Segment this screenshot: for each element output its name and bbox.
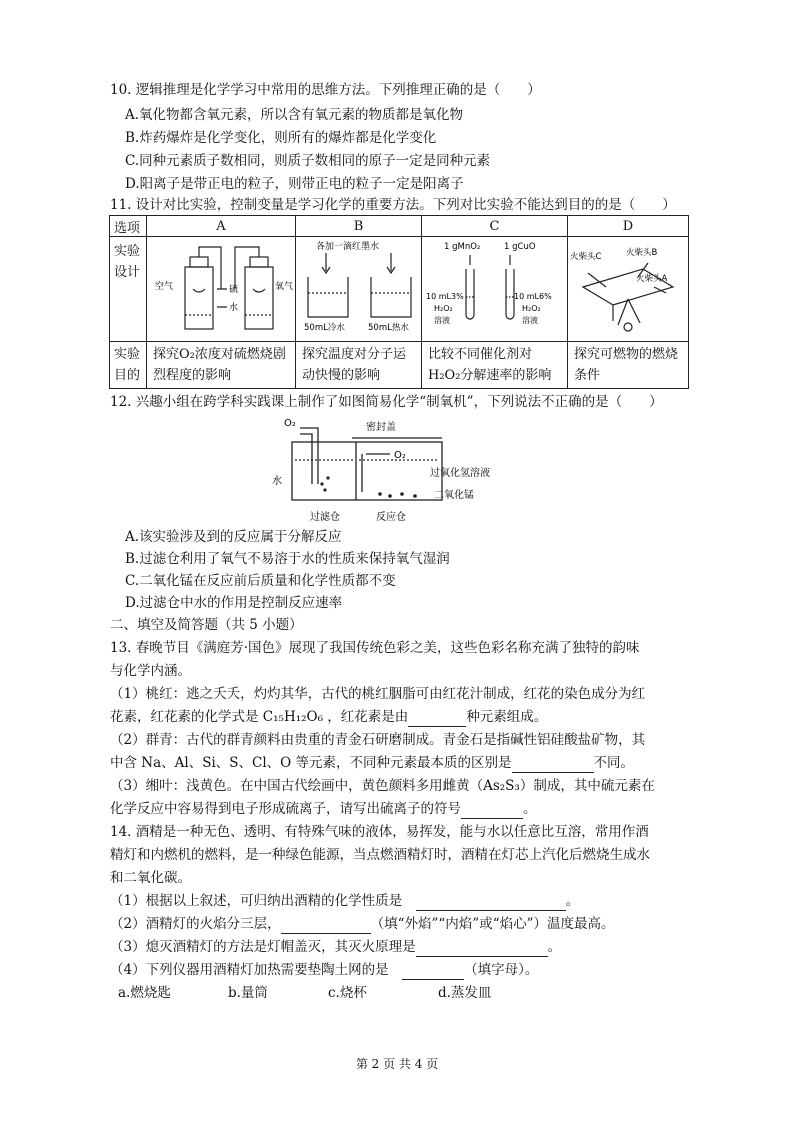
q13-part2-text: 中含 Na、Al、Si、S、Cl、O 等元素，不同种元素最本质的区别是 [110, 755, 512, 771]
q14-stem-line1: 14. 酒精是一种无色、透明、有特殊气味的液体，易挥发，能与水以任意比互溶，常用作酒 [110, 824, 649, 840]
label-reaction-chamber: 反应仓 [376, 512, 406, 523]
design-label: 实验设计 [110, 237, 147, 342]
header-c: C [422, 216, 568, 237]
fig-c-cell [422, 237, 568, 342]
fig-a-cell [147, 237, 296, 342]
purpose-b: 探究温度对分子运动快慢的影响 [296, 342, 422, 389]
label-oxygen: 氧气 [275, 282, 294, 292]
q14-part1-text: （1）根据以上叙述，可归纳出酒精的化学性质是 [110, 893, 403, 909]
label-match-b: 火柴头B [626, 248, 658, 258]
label-sol2-conc: 10 mL6% [514, 292, 552, 301]
label-sealed-cap: 密封盖 [366, 422, 396, 433]
q12-option-b: B.过滤仓利用了氧气不易溶于水的性质来保持氧气湿润 [125, 551, 450, 567]
q13-part2-answer-blank[interactable] [512, 772, 594, 773]
label-sulfur: 硫 [229, 285, 239, 295]
label-cold-water: 50mL冷水 [304, 323, 345, 333]
q12-option-d: D.过滤仓中水的作用是控制反应速率 [125, 595, 343, 611]
fig-b-cell [296, 237, 422, 342]
q10-stem: 10. 逻辑推理是化学学习中常用的思维方法。下列推理正确的是（ ） [110, 82, 541, 98]
q13-part3-answer-blank[interactable] [461, 818, 523, 819]
q14-stem-line3: 和二氧化碳。 [110, 870, 191, 886]
label-water: 水 [272, 476, 282, 487]
label-sol1-h2o2: H₂O₂ [434, 304, 453, 313]
q10-option-d: D.阳离子是带正电的粒子，则带正电的粒子一定是阳离子 [125, 176, 464, 192]
q14-part3-suffix: 。 [547, 939, 562, 955]
q14-part4-text: （4）下列仪器用酒精灯加热需要垫陶土网的是 [110, 962, 389, 978]
fig-b-beakers [296, 237, 421, 337]
q13-part3-text: 化学反应中容易得到电子形成硫离子，请写出硫离子的符号 [110, 801, 461, 817]
q14-part2-text: （2）酒精灯的火焰分三层， [110, 916, 281, 932]
fig-a-gas-bottles [147, 237, 295, 337]
label-mno2: 二氧化锰 [434, 490, 474, 501]
q14-part2-answer-blank[interactable] [281, 933, 371, 934]
q13-part2-suffix: 不同。 [593, 755, 635, 771]
q14-part3-text: （3）熄灭酒精灯的方法是灯帽盖灭，其灭火原理是 [110, 939, 416, 955]
label-h2o2-solution: 过氧化氢溶液 [430, 468, 490, 479]
purpose-a: 探究O₂浓度对硫燃烧剧烈程度的影响 [147, 342, 296, 389]
q14-part3 [110, 937, 561, 957]
section-2-heading: 二、填空及简答题（共 5 小题） [110, 617, 303, 633]
q14-choice-c: c.烧杯 [328, 985, 367, 1001]
q12-stem: 12. 兴趣小组在跨学科实践课上制作了如图简易化学“制氧机”，下列说法不正确的是（ ） [110, 394, 663, 410]
q14-part2-suffix: （填“外焰”“内焰”或“焰心”）温度最高。 [370, 916, 615, 932]
q14-part4-suffix: （填字母）。 [464, 962, 539, 978]
label-sol1-solution: 溶液 [434, 316, 450, 325]
table-header-row [110, 216, 689, 237]
label-o2-in: O₂ [394, 450, 406, 461]
label-hot-water: 50mL热水 [368, 323, 409, 333]
q13-part1-line1: （1）桃红：逃之夭夭，灼灼其华，古代的桃红胭脂可由红花汁制成，红花的染色成分为红 [110, 686, 646, 702]
q13-stem-line1: 13. 春晚节目《满庭芳·国色》展现了我国传统色彩之美，这些色彩名称充满了独特的韵味 [110, 640, 640, 656]
q14-part1 [110, 891, 579, 911]
purpose-c: 比较不同催化剂对H₂O₂分解速率的影响 [422, 342, 568, 389]
q12-option-a: A.该实验涉及到的反应属于分解反应 [125, 529, 342, 545]
label-mno2: 1 gMnO₂ [444, 242, 481, 252]
q14-choice-d: d.蒸发皿 [438, 985, 492, 1001]
label-sol2-h2o2: H₂O₂ [522, 304, 541, 313]
table-purpose-row [110, 342, 689, 389]
q14-part4-answer-blank[interactable] [402, 979, 464, 980]
q14-choice-a: a.燃烧匙 [118, 985, 171, 1001]
header-a: A [147, 216, 296, 237]
label-air: 空气 [155, 282, 174, 292]
label-match-a: 火柴头A [636, 274, 668, 284]
q13-part1-line2 [110, 707, 547, 727]
q13-stem-line2: 与化学内涵。 [110, 663, 191, 679]
q13-part1-text: 花素，红花素的化学式是 C₁₅H₁₂O₆ ，红花素是由 [110, 709, 409, 725]
q14-part4 [110, 960, 538, 980]
q10-option-b: B.炸药爆炸是化学变化，则所有的爆炸都是化学变化 [125, 130, 437, 146]
q13-part3-line1: （3）缃叶：浅黄色。在中国古代绘画中，黄色颜料多用雌黄（As₂S₃）制成，其中硫元素在 [110, 778, 655, 794]
label-cuo: 1 gCuO [504, 242, 536, 252]
header-b: B [296, 216, 422, 237]
q12-option-c: C.二氧化锰在反应前后质量和化学性质都不变 [125, 573, 396, 589]
q13-part3-line2 [110, 799, 537, 819]
q10-option-c: C.同种元素质子数相同，则质子数相同的原子一定是同种元素 [125, 153, 491, 169]
q12-oxygen-generator-diagram [270, 414, 530, 526]
fig-d-cell [568, 237, 689, 342]
q11-stem: 11. 设计对比实验，控制变量是学习化学的重要方法。下列对比实验不能达到目的的是（ ） [110, 197, 676, 213]
q14-part1-answer-blank[interactable] [416, 910, 566, 911]
label-red-ink: 各加一滴红墨水 [316, 242, 380, 252]
q13-part1-answer-blank[interactable] [408, 726, 466, 727]
label-water: 水 [229, 303, 239, 313]
label-match-c: 火柴头C [570, 252, 602, 262]
label-filter-chamber: 过滤仓 [310, 512, 340, 523]
q13-part3-suffix: 。 [523, 801, 537, 817]
header-option: 选项 [110, 216, 147, 237]
table-design-row [110, 237, 689, 342]
label-sol1-conc: 10 mL3% [426, 292, 464, 301]
q14-choice-b: b.量筒 [228, 985, 268, 1001]
q10-option-a: A.氧化物都含氧元素，所以含有氧元素的物质都是氧化物 [125, 107, 464, 123]
q13-part2-line1: （2）群青：古代的群青颜料由贵重的青金石研磨制成。青金石是指碱性铝硅酸盐矿物，其 [110, 732, 646, 748]
page-footer: 第 2 页 共 4 页 [355, 1057, 439, 1071]
q13-part2-line2 [110, 753, 634, 773]
purpose-label: 实验目的 [110, 342, 147, 389]
q13-part1-suffix: 种元素组成。 [466, 709, 548, 725]
q11-experiment-table [109, 215, 689, 389]
label-sol2-solution: 溶液 [522, 316, 538, 325]
fig-c-test-tubes [422, 237, 567, 337]
q14-stem-line2: 精灯和内燃机的燃料，是一种绿色能源，当点燃酒精灯时，酒精在灯芯上汽化后燃烧生成水 [110, 847, 650, 863]
purpose-d: 探究可燃物的燃烧条件 [568, 342, 689, 389]
q14-part1-suffix: 。 [565, 893, 580, 909]
label-o2-out: O₂ [284, 418, 296, 429]
q14-part3-answer-blank[interactable] [416, 956, 548, 957]
fig-d-match-heads [568, 237, 688, 337]
q14-part2 [110, 914, 615, 934]
header-d: D [568, 216, 689, 237]
